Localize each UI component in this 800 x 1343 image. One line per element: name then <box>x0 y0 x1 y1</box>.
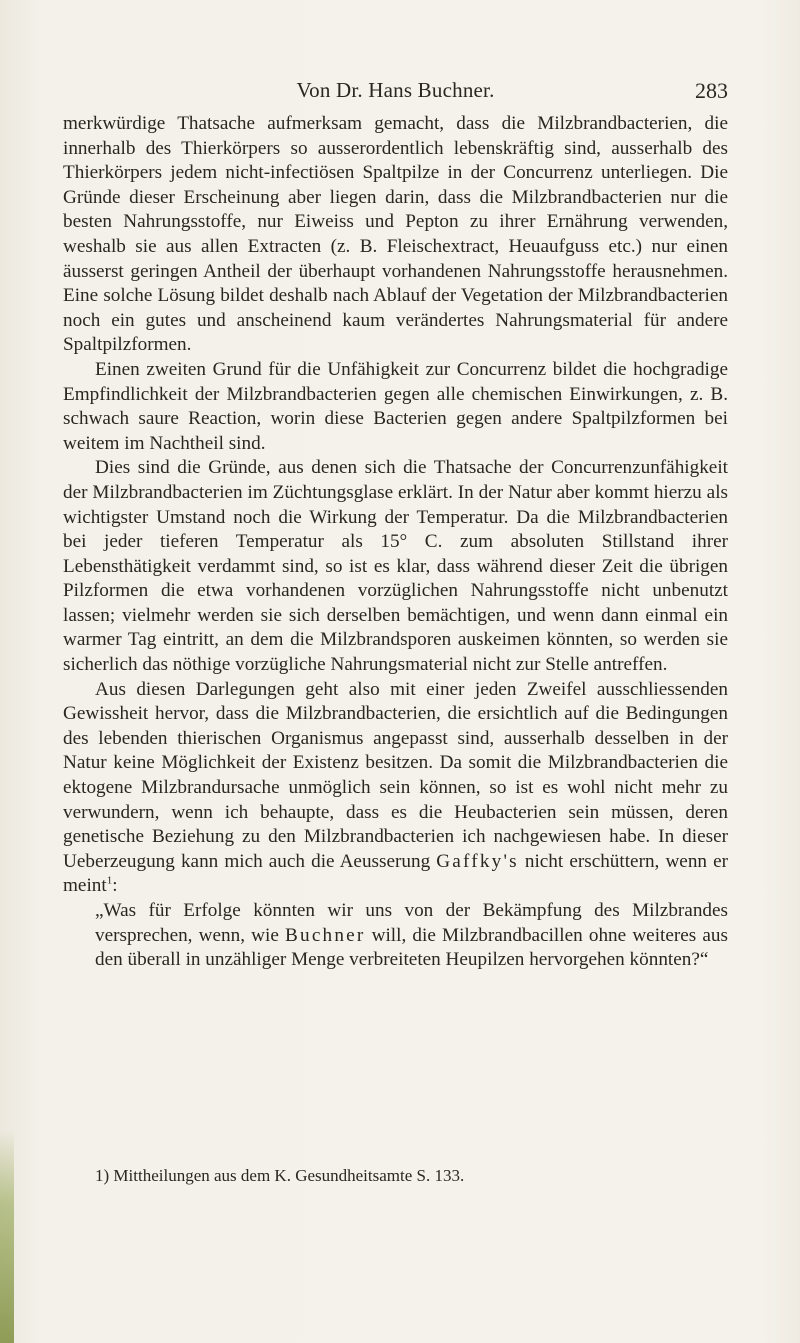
cited-author-name: Gaffky's <box>436 850 519 872</box>
quote-text: „Was für Erfolge könnten wir uns von der Bekämpfung des Milzbrandes versprechen, wenn, wie <box>95 900 728 946</box>
page-edge-stain <box>0 1130 14 1343</box>
page-number: 283 <box>695 78 728 103</box>
quoted-author-name: Buchner <box>285 924 366 946</box>
page-header <box>63 78 728 104</box>
body-text <box>63 112 728 973</box>
paragraph-4-text: Aus diesen Darlegungen geht also mit einer jeden Zweifel ausschliessenden Gewissheit hervor, dass die Milzbrandbacterien, die ersichtlich auf die Bedingungen des lebenden thierischen Organismus angepasst sind, ausserhalb desselben in der Natur keine Möglichkeit der Existenz besitzen. Da somit die Milzbrandbacterien die ektogene Milzbrandursache unmöglich sein können, so ist es wohl nicht mehr zu verwundern, wenn ich behaupte, dass es die Heubacterien sein müssen, deren genetische Beziehung zu den Milzbrandbacterien ich nachgewiesen habe. In dieser Ueberzeugung kann mich auch die Aeusserung <box>63 678 728 872</box>
quote-text-cont: will, die Milzbrandbacillen ohne weiteres aus den überall in unzähliger Menge verbreiteten Heupilzen hervorgehen könnten?“ <box>95 924 728 971</box>
footnote-text: Mittheilungen aus dem K. Gesundheitsamte S. 133. <box>113 1166 465 1185</box>
paragraph-3: Dies sind die Gründe, aus denen sich die Thatsache der Concurrenzunfähigkeit der Milzbrandbacterien im Züchtungsglase erklärt. In der Natur aber kommt hierzu als wichtigster Umstand noch die Wirkung der Temperatur. Da die Milzbrandbacterien bei jeder tieferen Temperatur als 15° C. zum absoluten Stillstand ihrer Lebensthätigkeit verdammt sind, so ist es klar, dass während dieser Zeit die übrigen Pilzformen die etwa vorhandenen vorzüglichen Nahrungsstoffe nicht unbenutzt lassen; vielmehr werden sie sich derselben bemächtigen, und wenn dann einmal ein warmer Tag eintritt, an dem die Milzbrandsporen auskeimen könnten, so werden sie sicherlich das nöthige vorzügliche Nahrungsmaterial nicht zur Stelle antreffen. <box>63 457 728 676</box>
footnote <box>95 1165 728 1187</box>
running-head: Von Dr. Hans Buchner. <box>296 78 495 102</box>
footnote-reference[interactable]: 1 <box>106 875 113 888</box>
block-quote <box>95 899 728 973</box>
paragraph-2: Einen zweiten Grund für die Unfähigkeit zur Concurrenz bildet die hochgradige Empfindlichkeit der Milzbrandbacterien gegen alle chemischen Einwirkungen, z. B. schwach saure Reaction, worin diese Bacterien gegen andere Spaltpilzformen bei weitem im Nachtheil sind. <box>63 358 728 454</box>
paragraph-4-end: : <box>112 875 118 897</box>
paragraph-4 <box>63 678 728 899</box>
paragraph-1: merkwürdige Thatsache aufmerksam gemacht, dass die Milzbrandbacterien, die innerhalb des Thierkörpers so ausserordentlich lebenskräftig sind, ausserhalb des Thierkörpers jedem nicht-infectiösen Spaltpilze in der Concurrenz unterliegen. Die Gründe dieser Erscheinung aber liegen darin, dass die Milzbrandbacterien nur die besten Nahrungsstoffe, nur Eiweiss und Pepton zu ihrer Ernährung verwenden, weshalb sie aus allen Extracten (z. B. Fleischextract, Heuaufguss etc.) nur einen äusserst geringen Antheil der überhaupt vorhandenen Nahrungsstoffe herausnehmen. Eine solche Lösung bildet deshalb nach Ablauf der Vegetation der Milzbrandbacterien noch ein gutes und anscheinend kaum verändertes Nahrungsmaterial für andere Spaltpilzformen. <box>63 113 728 356</box>
footnote-marker: 1) <box>95 1166 110 1185</box>
paragraph-4-text-cont: nicht erschüttern, wenn er meint <box>63 850 728 897</box>
